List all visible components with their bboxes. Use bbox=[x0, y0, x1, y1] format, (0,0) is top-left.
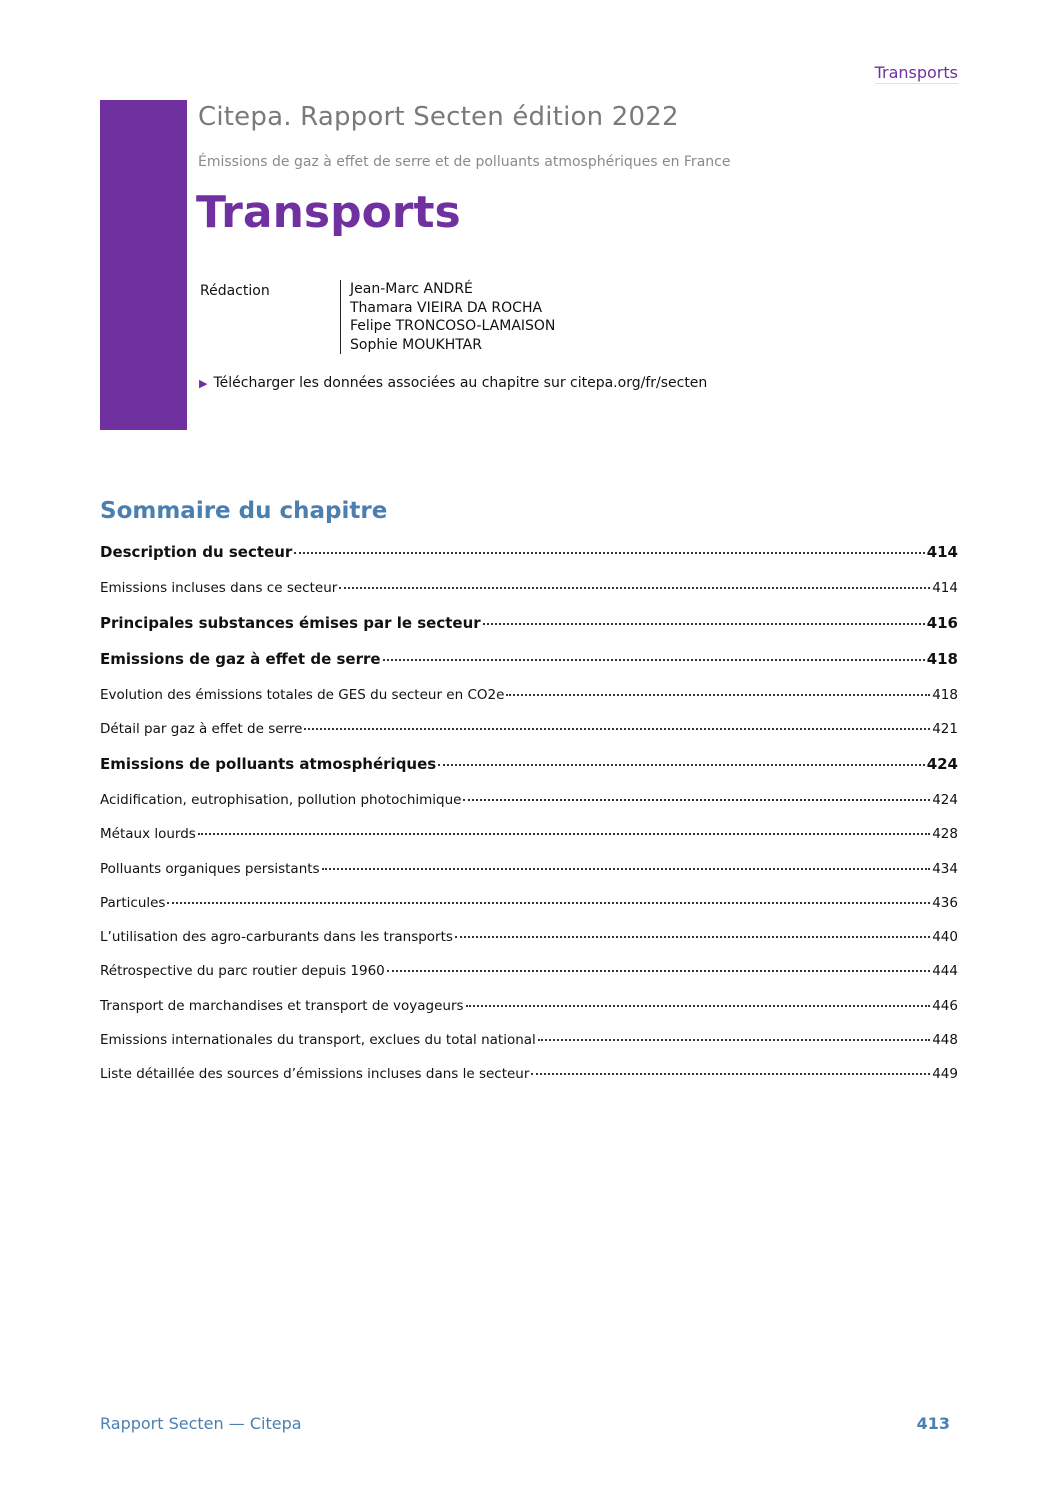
toc-entry[interactable] bbox=[100, 963, 958, 979]
dot-leader bbox=[466, 1005, 931, 1007]
dot-leader bbox=[538, 1039, 930, 1041]
chapter-title: Transports bbox=[196, 187, 461, 238]
toc-entry-page[interactable]: 414 bbox=[926, 543, 958, 561]
toc-entry[interactable] bbox=[100, 755, 958, 773]
toc-entry-title[interactable]: Détail par gaz à effet de serre bbox=[100, 721, 303, 737]
toc-entry[interactable] bbox=[100, 861, 958, 877]
toc-entry-page[interactable]: 446 bbox=[932, 998, 958, 1014]
dot-leader bbox=[198, 833, 930, 835]
download-link-text[interactable]: Télécharger les données associées au chapitre sur citepa.org/fr/secten bbox=[213, 375, 708, 391]
report-title: Citepa. Rapport Secten édition 2022 bbox=[198, 102, 679, 132]
dot-leader bbox=[455, 936, 930, 938]
dot-leader bbox=[438, 764, 924, 766]
toc-entry-title[interactable]: Description du secteur bbox=[100, 543, 293, 561]
toc-entry-title[interactable]: Emissions de gaz à effet de serre bbox=[100, 650, 381, 668]
dot-leader bbox=[506, 694, 930, 696]
toc-entry[interactable] bbox=[100, 998, 958, 1014]
toc-entry-page[interactable]: 424 bbox=[926, 755, 958, 773]
toc-entry-title[interactable]: Acidification, eutrophisation, pollution photochimique bbox=[100, 792, 462, 808]
dot-leader bbox=[339, 587, 930, 589]
footer-publication: Rapport Secten — Citepa bbox=[100, 1414, 302, 1433]
toc-entry-page[interactable]: 444 bbox=[932, 963, 958, 979]
toc-entry-page[interactable]: 428 bbox=[932, 826, 958, 842]
running-header: Transports bbox=[874, 63, 958, 82]
toc-entry-title[interactable]: Liste détaillée des sources d’émissions incluses dans le secteur bbox=[100, 1066, 530, 1082]
toc-entry-title[interactable]: Emissions incluses dans ce secteur bbox=[100, 580, 338, 596]
toc-entry-title[interactable]: Métaux lourds bbox=[100, 826, 196, 842]
toc-entry-page[interactable]: 448 bbox=[932, 1032, 958, 1048]
dot-leader bbox=[483, 623, 925, 625]
toc-entry[interactable] bbox=[100, 826, 958, 842]
toc-entry[interactable] bbox=[100, 650, 958, 668]
toc-entry-page[interactable]: 424 bbox=[932, 792, 958, 808]
dot-leader bbox=[387, 970, 930, 972]
toc-entry-title[interactable]: Emissions internationales du transport, exclues du total national bbox=[100, 1032, 536, 1048]
redaction-label: Rédaction bbox=[200, 283, 270, 299]
author-name: Jean-Marc ANDRÉ bbox=[350, 281, 473, 297]
author-name: Thamara VIEIRA DA ROCHA bbox=[350, 299, 543, 316]
toc-entry[interactable] bbox=[100, 1032, 958, 1048]
toc-entry-page[interactable]: 449 bbox=[932, 1066, 958, 1082]
authors-list bbox=[340, 280, 555, 354]
dot-leader bbox=[463, 799, 930, 801]
toc-entry-page[interactable]: 440 bbox=[932, 929, 958, 945]
dot-leader bbox=[167, 902, 930, 904]
toc-entry[interactable] bbox=[100, 721, 958, 737]
dot-leader bbox=[294, 552, 924, 554]
toc-entry-page[interactable]: 434 bbox=[932, 861, 958, 877]
toc-entry-title[interactable]: Evolution des émissions totales de GES du secteur en CO2e bbox=[100, 687, 505, 703]
dot-leader bbox=[531, 1073, 930, 1075]
toc-entry-title[interactable]: Emissions de polluants atmosphériques bbox=[100, 755, 437, 773]
download-data-link[interactable] bbox=[199, 375, 707, 391]
author-name: Sophie MOUKHTAR bbox=[350, 336, 482, 353]
author-name: Felipe TRONCOSO-LAMAISON bbox=[350, 318, 556, 334]
toc-entry[interactable] bbox=[100, 687, 958, 703]
toc-entry-title[interactable]: Transport de marchandises et transport de voyageurs bbox=[100, 998, 464, 1014]
toc-entry-title[interactable]: Rétrospective du parc routier depuis 1960 bbox=[100, 963, 385, 979]
dot-leader bbox=[322, 868, 931, 870]
toc-entry-title[interactable]: Polluants organiques persistants bbox=[100, 861, 320, 877]
toc-entry[interactable] bbox=[100, 792, 958, 808]
toc-entry-page[interactable]: 414 bbox=[932, 580, 958, 596]
dot-leader bbox=[383, 659, 925, 661]
toc-entry[interactable] bbox=[100, 614, 958, 632]
toc-entry-title[interactable]: Principales substances émises par le secteur bbox=[100, 614, 481, 632]
toc-entry-page[interactable]: 418 bbox=[926, 650, 958, 668]
toc-entry[interactable] bbox=[100, 1066, 958, 1082]
toc-entry[interactable] bbox=[100, 929, 958, 945]
dot-leader bbox=[304, 728, 930, 730]
toc-entry-page[interactable]: 416 bbox=[926, 614, 958, 632]
toc-entry-page[interactable]: 421 bbox=[932, 721, 958, 737]
footer-page-number: 413 bbox=[916, 1414, 950, 1433]
toc-entry[interactable] bbox=[100, 895, 958, 911]
toc-entry[interactable] bbox=[100, 543, 958, 561]
toc-entry-page[interactable]: 436 bbox=[932, 895, 958, 911]
accent-bar bbox=[100, 100, 187, 430]
report-subtitle: Émissions de gaz à effet de serre et de polluants atmosphériques en France bbox=[198, 154, 731, 170]
toc-entry-title[interactable]: L’utilisation des agro-carburants dans les transports bbox=[100, 929, 453, 945]
play-triangle-icon: ▶ bbox=[199, 377, 208, 390]
toc-entry-page[interactable]: 418 bbox=[932, 687, 958, 703]
toc-heading: Sommaire du chapitre bbox=[100, 498, 388, 524]
toc-entry[interactable] bbox=[100, 580, 958, 596]
toc-entry-title[interactable]: Particules bbox=[100, 895, 166, 911]
